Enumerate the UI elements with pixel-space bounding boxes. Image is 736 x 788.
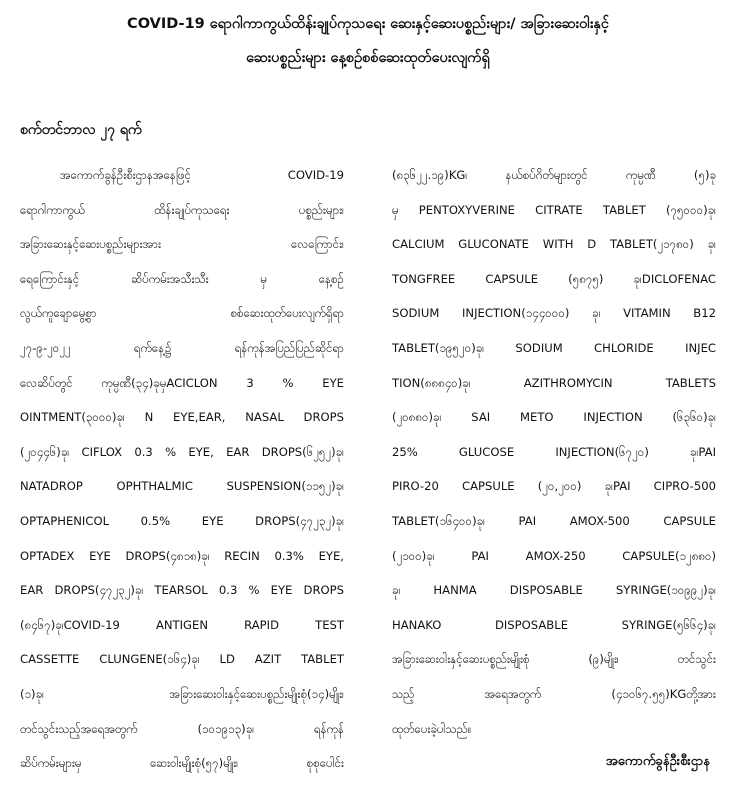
headline-line-1: COVID-19 ရောဂါကာကွယ်ထိန်းချုပ်ကုသရေး ဆေးနှင့်ဆေးပစ္စည်းများ/ အခြားဆေးဝါးနှင့်	[127, 16, 609, 32]
left-column	[20, 165, 344, 788]
paragraph-line: (၂၁၀၀)ခု၊ PAI AMOX-250 CAPSULE(၁၂၈၈၀)	[392, 548, 716, 563]
paragraph-line: NATADROP OPHTHALMIC SUSPENSION(၁၁၅၂)ခု၊	[20, 479, 344, 494]
paragraph-line: (၈၃၆၂၂.၁၉)KG၊ နယ်စပ်ဂိတ်များတွင် ကုမ္ပဏီ (၅)ခု	[392, 168, 716, 182]
paragraph-line: အကောက်ခွန်ဦးစီးဌာနအနေဖြင့် COVID-19	[60, 168, 344, 182]
paragraph-line: (၂၀၈၈၀)ခု၊ SAI METO INJECTION (၆၃၆၀)ခု၊	[392, 410, 716, 425]
paragraph-line: သည့် အရေအတွက် (၄၁၀၆၇.၅၅)KGတို့အား	[392, 686, 716, 701]
paragraph-line: 25% GLUCOSE INJECTION(၆၇၂၀) ခု၊PAI	[392, 444, 716, 459]
paragraph-line: EAR DROPS(၄၇၂၃၂)ခု၊ TEARSOL 0.3 % EYE DROPS	[20, 583, 344, 598]
signature-department: အကောက်ခွန်ဦးစီးဌာန	[605, 754, 710, 769]
paragraph-line: PIRO-20 CAPSULE (၂၀,၂၀၀) ခု၊PAI CIPRO-500	[392, 479, 716, 494]
paragraph-line: TABLET(၁၆၄၀၀)ခု၊ PAI AMOX-500 CAPSULE	[392, 513, 716, 528]
paragraph-line: OPTAPHENICOL 0.5% EYE DROPS(၄၇၂၃၂)ခု၊	[20, 513, 344, 528]
paragraph-line: အခြားဆေးနှင့်ဆေးပစ္စည်းများအား လေကြောင်း၊	[20, 237, 344, 252]
right-column	[392, 165, 716, 753]
paragraph-line: တင်သွင်းသည့်အရေအတွက် (၁၀၁၉၁၃)ခု၊ ရန်ကုန်	[20, 721, 344, 736]
paragraph-line: ရေကြောင်းနှင့် ဆိပ်ကမ်းအသီးသီး မှ နေ့စဉ်	[20, 271, 344, 286]
paragraph-line: TONGFREE CAPSULE (၅၈၇၅) ခု၊DICLOFENAC	[392, 271, 716, 286]
paragraph-line: HANAKO DISPOSABLE SYRINGE(၅၆၆၄)ခု၊	[392, 617, 716, 632]
paragraph-line: OPTADEX EYE DROPS(၄၈၁၈)ခု၊ RECIN 0.3% EYE,	[20, 548, 344, 563]
paragraph-line: ထုတ်ပေးခဲ့ပါသည်။	[392, 721, 472, 736]
paragraph-line: SODIUM INJECTION(၁၄၄၀၀၀) ခု၊ VITAMIN B12	[392, 306, 716, 321]
paragraph-line: TABLET(၁၉၅၂၀)ခု၊ SODIUM CHLORIDE INJEC	[392, 340, 716, 355]
paragraph-line: လေဆိပ်တွင် ကုမ္ပဏီ(၃၄)ခုမှACICLON 3 % EYE	[20, 375, 344, 390]
paragraph-line: အခြားဆေးဝါးနှင့်ဆေးပစ္စည်းမျိုးစုံ (၉)မျိုး၊ တင်သွင်း	[392, 652, 716, 667]
headline-line-2: ဆေးပစ္စည်းများ နေ့စဉ်စစ်ဆေးထုတ်ပေးလျက်ရှိ	[246, 50, 490, 66]
paragraph-line: OINTMENT(၃၀၀၀)ခု၊ N EYE,EAR, NASAL DROPS	[20, 410, 344, 425]
paragraph-line: ရောဂါကာကွယ် ထိန်းချုပ်ကုသရေး ပစ္စည်းများ၊	[20, 202, 344, 217]
paragraph-line: (၁)ခု၊ အခြားဆေးဝါးနှင့်ဆေးပစ္စည်းမျိုးစုံ(၁၄)မျိုး၊	[20, 686, 344, 701]
paragraph-line: ခု၊ HANMA DISPOSABLE SYRINGE(၁၀၉၉၂)ခု၊	[392, 583, 716, 598]
paragraph-line: TION(၈၈၈၄၀)ခု၊ AZITHROMYCIN TABLETS	[392, 375, 716, 390]
paragraph-line: (၂၀၄၄၆)ခု၊ CIFLOX 0.3 % EYE, EAR DROPS(၆၂၅၂)ခု၊	[20, 444, 344, 459]
paragraph-line: (၈၄၆၇)ခု၊COVID-19 ANTIGEN RAPID TEST	[20, 617, 344, 632]
paragraph-line: မှ PENTOXYVERINE CITRATE TABLET (၇၅၀၀၀)ခု၊	[392, 202, 716, 217]
paragraph-line: CALCIUM GLUCONATE WITH D TABLET(၂၁၇၈၀) ခု၊	[392, 237, 716, 252]
paragraph-line: CASSETTE CLUNGENE(၁၆၄)ခု၊ LD AZIT TABLET	[20, 652, 344, 667]
dateline: စက်တင်ဘာလ ၂၇ ရက်	[20, 122, 142, 138]
paragraph-line: ၂၇-၉-၂၀၂၂ ရက်နေ့၌ ရန်ကုန်အပြည်ပြည်ဆိုင်ရာ	[20, 340, 344, 355]
paragraph-line: ဆိပ်ကမ်းများမှ ဆေးဝါးမျိုးစုံ(၅၇)မျိုး၊ စုစုပေါင်း	[20, 756, 344, 771]
paragraph-line: လွယ်ကူချောမွေ့စွာ စစ်ဆေးထုတ်ပေးလျက်ရှိရာ	[20, 306, 344, 321]
